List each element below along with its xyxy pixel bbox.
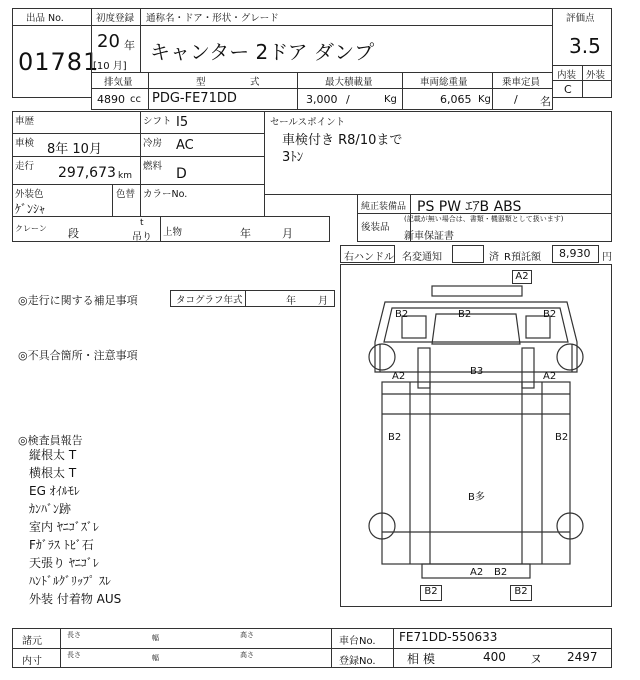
damage-b2-rear: B2 xyxy=(494,567,508,578)
score-label: 評価点 xyxy=(566,13,595,24)
color-change-label: 色替 xyxy=(116,189,136,200)
report-line-3: EG ｵｲﾙﾓﾚ xyxy=(29,484,80,498)
damage-a2-rear: A2 xyxy=(470,567,484,578)
history-label: 車歴 xyxy=(15,116,35,127)
mileage-unit: km xyxy=(118,171,132,181)
crane-step: 段 xyxy=(68,227,79,240)
damage-b2-front-left: B2 xyxy=(395,309,409,320)
lot-no-label: 出品 No. xyxy=(26,13,64,24)
upper-label: 上物 xyxy=(163,227,183,238)
tachograph-year: 年 xyxy=(286,296,296,307)
evaluation-score: 3.5 xyxy=(569,34,601,58)
report-line-4: ｶﾝﾊﾞﾝ跡 xyxy=(29,502,72,516)
width-label-2: 幅 xyxy=(152,654,159,662)
exterior-label: 外装 xyxy=(586,70,606,81)
interior-label: 内装 xyxy=(557,70,577,81)
crane-ton: t xyxy=(140,218,144,228)
report-line-6: Fｶﾞﾗｽ ﾄﾋﾞ石 xyxy=(29,538,94,552)
registration-class: 400 xyxy=(483,650,506,664)
capacity-label: 乗車定員 xyxy=(502,77,541,88)
registration-year: 20 xyxy=(97,31,120,52)
report-line-8: ﾊﾝﾄﾞﾙｸﾞﾘｯﾌﾟ ｽﾚ xyxy=(29,574,111,588)
upper-month: 月 xyxy=(282,227,293,240)
length-label-1: 長さ xyxy=(67,631,81,639)
registration-kana: ヌ xyxy=(530,652,543,666)
damage-b2-rear-right: B2 xyxy=(510,585,532,601)
spec-header-row xyxy=(91,72,553,89)
right-handle: 右ハンドル xyxy=(344,252,394,263)
model-grade-label: 通称名・ドア・形状・グレード xyxy=(146,13,279,24)
mileage-label: 走行 xyxy=(15,161,35,172)
report-line-1: 縦根太 T xyxy=(29,448,77,462)
r-deposit-unit: 円 xyxy=(602,252,612,263)
gross-weight-unit: Kg xyxy=(478,94,491,105)
driving-supplement-label: ◎走行に関する補足事項 xyxy=(18,294,138,307)
width-label-1: 幅 xyxy=(152,634,159,642)
damage-b2-side-right: B2 xyxy=(555,432,569,443)
registration-month: [10 月] xyxy=(93,61,127,72)
crane-label: クレーン xyxy=(15,224,47,233)
max-load-separator: / xyxy=(346,93,350,106)
height-label-2: 高さ xyxy=(240,651,254,659)
r-deposit-label: R預託額 xyxy=(504,252,541,263)
max-load: 3,000 xyxy=(306,93,338,106)
truck-top-view-diagram xyxy=(340,264,612,607)
shift-type: I5 xyxy=(176,115,189,130)
sales-point-line-1: 車検付き R8/10まで xyxy=(282,133,403,148)
inner-dimension-label: 内寸 xyxy=(22,656,42,667)
gross-weight: 6,065 xyxy=(440,93,472,106)
defects-label: ◎不具合箇所・注意事項 xyxy=(18,349,138,362)
capacity-unit: 名 xyxy=(540,95,551,108)
report-line-7: 天張り ﾔﾆｺﾞﾚ xyxy=(29,556,99,570)
spec-label: 諸元 xyxy=(22,636,42,647)
report-line-2: 横根太 T xyxy=(29,466,77,480)
chassis-label: 車台No. xyxy=(339,636,376,647)
length-label-2: 長さ xyxy=(67,651,81,659)
fuel-label: 燃料 xyxy=(143,161,163,172)
color-no-label: カラーNo. xyxy=(143,189,188,200)
shift-label: シフト xyxy=(143,116,172,127)
capacity-separator: / xyxy=(514,93,518,106)
model-code: PDG-FE71DD xyxy=(152,91,237,106)
damage-b2-front-right: B2 xyxy=(543,309,557,320)
registration-number: 2497 xyxy=(567,650,598,664)
damage-b2-rear-left: B2 xyxy=(420,585,442,601)
car-name: キャンター 2ドア ダンプ xyxy=(150,40,375,64)
damage-a2-top: A2 xyxy=(512,270,532,284)
inspector-report-label: ◎検査員報告 xyxy=(18,434,83,447)
max-load-unit: Kg xyxy=(384,94,397,105)
aftermarket-note: (記載が無い場合は、書類・機器類として扱います) xyxy=(404,215,564,223)
sales-point-line-2: 3ﾄﾝ xyxy=(282,150,304,165)
gross-weight-label: 車両総重量 xyxy=(420,77,468,88)
report-line-9: 外装 付着物 AUS xyxy=(29,592,122,606)
damage-b3-center: B3 xyxy=(470,366,484,377)
displacement-unit: cc xyxy=(130,94,141,105)
damage-b2-side-left: B2 xyxy=(388,432,402,443)
damage-a2-right: A2 xyxy=(543,371,557,382)
max-load-label: 最大積載量 xyxy=(325,77,373,88)
crane-hang: 吊り xyxy=(132,232,152,243)
damage-b-many: B多 xyxy=(468,492,485,503)
standard-equipment-label: 純正装備品 xyxy=(361,202,407,212)
model-code-label-2: 式 xyxy=(250,77,260,88)
shaken-label: 車検 xyxy=(15,138,35,149)
first-registration-label: 初度登録 xyxy=(96,13,135,24)
r-prefix: 済 xyxy=(489,252,499,263)
interior-grade: C xyxy=(564,83,572,96)
name-change-box xyxy=(452,245,484,263)
model-code-label: 型 xyxy=(196,77,206,88)
displacement-label: 排気量 xyxy=(104,77,133,88)
shaken-expiry: 8年 10月 xyxy=(47,142,102,157)
r-deposit-value: 8,930 xyxy=(559,247,591,260)
standard-equipment: PS PW ｴｱB ABS xyxy=(417,199,522,215)
year-unit: 年 xyxy=(124,39,135,52)
report-line-5: 室内 ﾔﾆｺﾞｽﾞﾚ xyxy=(29,520,99,534)
displacement: 4890 xyxy=(97,93,125,106)
exterior-color-label: 外装色 xyxy=(15,189,44,200)
damage-a2-left: A2 xyxy=(392,371,406,382)
damage-b2-front-center: B2 xyxy=(458,309,472,320)
aircon: AC xyxy=(176,138,194,153)
new-car-warranty: 新車保証書 xyxy=(404,231,454,242)
upper-year: 年 xyxy=(240,227,251,240)
aftermarket-label: 後装品 xyxy=(361,222,390,233)
mileage: 297,673 xyxy=(58,165,116,181)
name-change-label: 名変通知 xyxy=(402,252,442,263)
details-block xyxy=(12,111,265,217)
tachograph-month: 月 xyxy=(318,296,328,307)
sales-point-label: セールスポイント xyxy=(270,117,346,128)
height-label-1: 高さ xyxy=(240,631,254,639)
registration-label: 登録No. xyxy=(339,656,376,667)
registration-area: 相模 xyxy=(407,652,440,666)
fuel-type: D xyxy=(176,166,187,182)
tachograph-label: タコグラフ年式 xyxy=(176,295,243,306)
aircon-label: 冷房 xyxy=(143,138,163,149)
exterior-color: ｹﾞﾝｼｬ xyxy=(15,202,46,216)
chassis-number: FE71DD-550633 xyxy=(399,630,498,644)
lot-number: 01781 xyxy=(18,48,100,76)
